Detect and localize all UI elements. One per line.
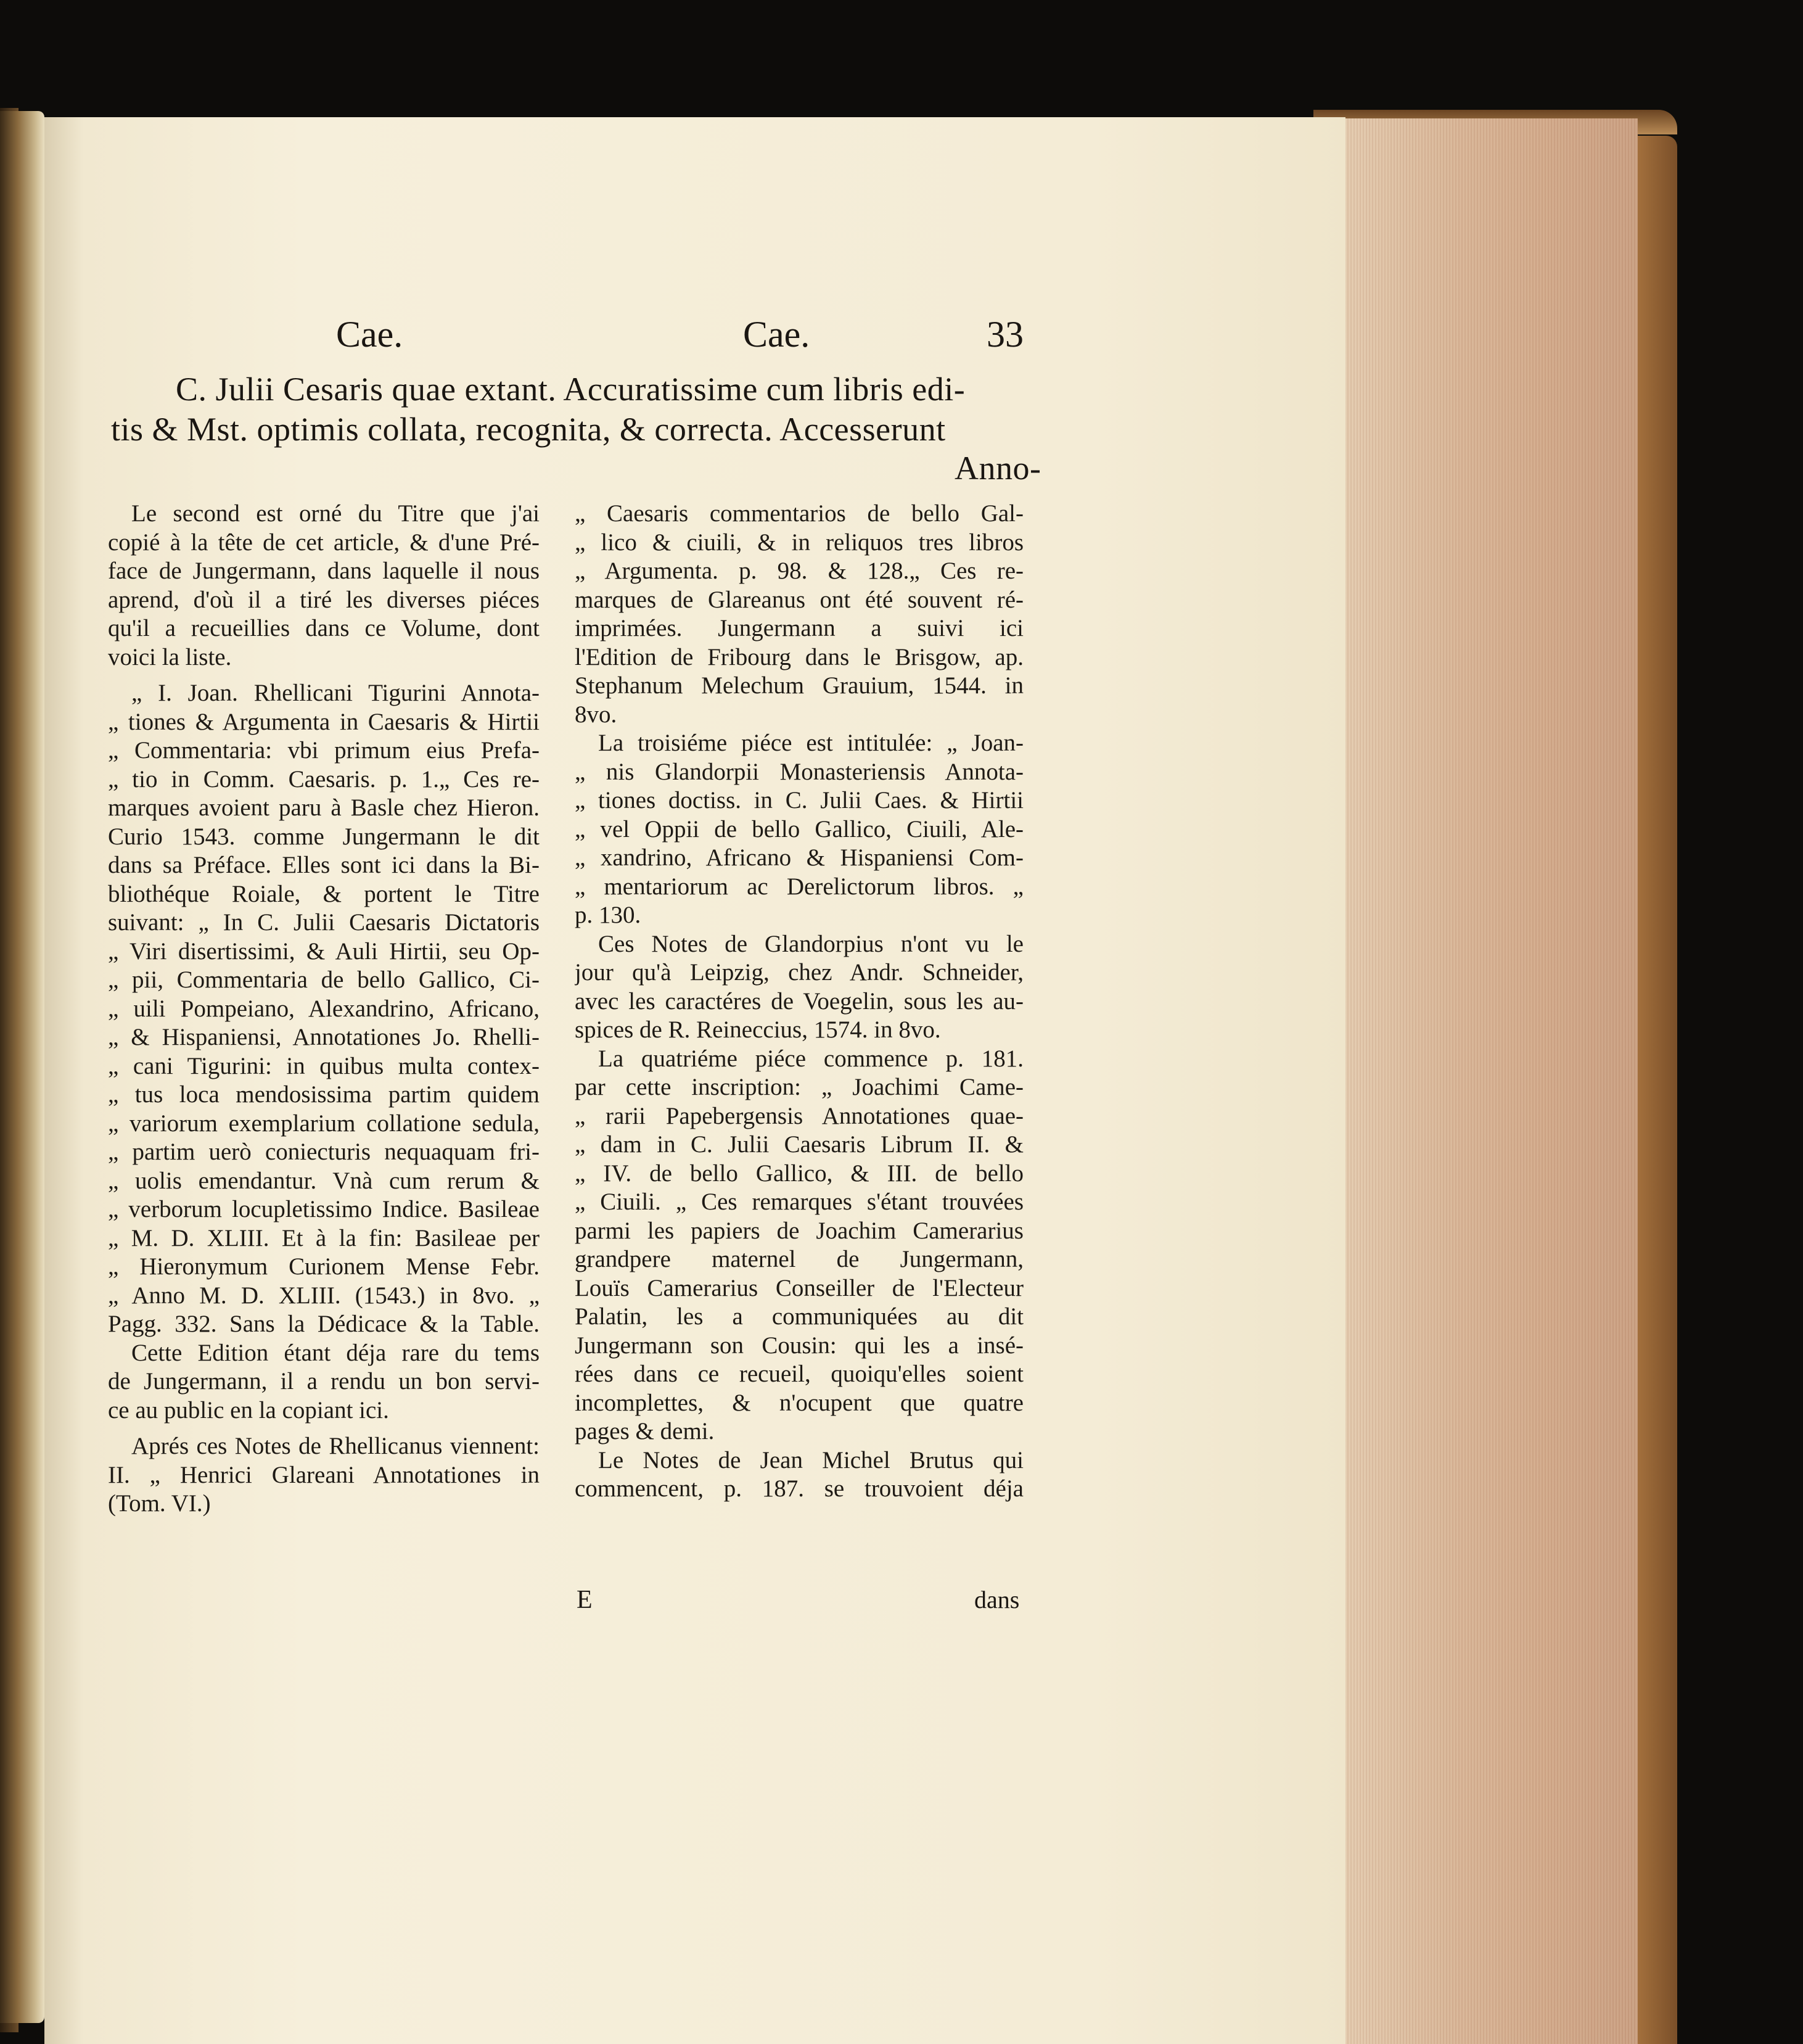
text-line: dans sa Préface. Elles sont ici dans la Bi-: [108, 852, 540, 878]
text-line: pages & demi.: [575, 1418, 715, 1444]
text-line: „ vel Oppii de bello Gallico, Ciuili, Ale-: [575, 815, 1024, 843]
text-line: Ces Notes de Glandorpius n'ont vu le: [598, 930, 1024, 957]
text-line: Curio 1543. comme Jungermann le dit: [108, 823, 540, 850]
text-line: „ lico & ciuili, & in reliquos tres libros: [575, 529, 1024, 556]
text-line: bliothéque Roiale, & portent le Titre: [108, 880, 540, 907]
text-line: „ tiones doctiss. in C. Julii Caes. & Hirtii: [575, 787, 1024, 814]
page-block-edge: [1332, 118, 1638, 2044]
text-line: „ cani Tigurini: in quibus multa contex-: [108, 1052, 540, 1079]
text-line: Le second est orné du Titre que j'ai: [131, 500, 540, 527]
text-line: „ tus loca mendosissima partim quidem: [108, 1081, 540, 1108]
text-line: Stephanum Melechum Grauium, 1544. in: [575, 672, 1024, 699]
text-line: face de Jungermann, dans laquelle il nous: [108, 558, 540, 584]
text-line: „ variorum exemplarium collatione sedula,: [108, 1110, 540, 1137]
volume-signature: (Tom. VI.): [108, 1490, 211, 1517]
text-line: „ M. D. XLIII. Et à la fin: Basileae per: [108, 1224, 540, 1251]
text-line: par cette inscription: „ Joachimi Came-: [575, 1074, 1024, 1100]
text-line: La quatriéme piéce commence p. 181.: [598, 1045, 1024, 1072]
text-line: copié à la tête de cet article, & d'une Pré-: [108, 529, 540, 556]
text-line: qu'il a recueillies dans ce Volume, dont: [108, 615, 540, 641]
text-line: parmi les papiers de Joachim Camerarius: [575, 1217, 1024, 1244]
text-line: „ pii, Commentaria de bello Gallico, Ci-: [108, 966, 540, 993]
text-line: „ I. Joan. Rhellicani Tigurini Annota-: [131, 680, 540, 706]
text-line: de Jungermann, il a rendu un bon servi-: [108, 1368, 540, 1395]
text-line: La troisiéme piéce est intitulée: „ Joan-: [598, 730, 1024, 756]
title-line-3: Anno-: [955, 450, 1041, 487]
text-line: spices de R. Reineccius, 1574. in 8vo.: [575, 1016, 941, 1043]
text-line: „ Commentaria: vbi primum eius Prefa-: [108, 737, 540, 764]
left-column: [108, 500, 540, 1519]
text-line: marques de Glareanus ont été souvent ré-: [575, 586, 1024, 613]
page-number: 33: [987, 314, 1024, 355]
running-head-center: Cae.: [743, 314, 810, 355]
text-line: „ mentariorum ac Derelictorum libros. „: [575, 873, 1024, 900]
text-line: „ xandrino, Africano & Hispaniensi Com-: [575, 844, 1024, 871]
text-line: jour qu'à Leipzig, chez Andr. Schneider,: [575, 959, 1024, 986]
text-line: l'Edition de Fribourg dans le Brisgow, ap.: [575, 643, 1024, 670]
text-line: „ Anno M. D. XLIII. (1543.) in 8vo. „: [108, 1282, 540, 1309]
text-line: „ uili Pompeiano, Alexandrino, Africano,: [108, 995, 540, 1022]
text-line: rées dans ce recueil, quoiqu'elles soient: [575, 1361, 1024, 1387]
text-line: marques avoient paru à Basle chez Hieron.: [108, 794, 540, 821]
text-line: „ partim uerò coniecturis nequaquam fri-: [108, 1139, 540, 1165]
text-line: Jungermann son Cousin: qui les a insé-: [575, 1332, 1024, 1359]
text-line: ce au public en la copiant ici.: [108, 1396, 389, 1424]
text-line: suivant: „ In C. Julii Caesaris Dictatoris: [108, 909, 540, 936]
text-line: avec les caractéres de Voegelin, sous les au-: [575, 987, 1024, 1015]
text-line: Aprés ces Notes de Rhellicanus viennent:: [131, 1433, 540, 1459]
text-line: „ dam in C. Julii Caesaris Librum II. &: [575, 1131, 1024, 1158]
text-line: Palatin, les a communiquées au dit: [575, 1303, 1024, 1330]
text-line: „ Argumenta. p. 98. & 128.„ Ces re-: [575, 558, 1024, 584]
text-line: imprimées. Jungermann a suivi ici: [575, 615, 1024, 641]
running-head-left: Cae.: [336, 314, 403, 355]
text-line: „ Viri disertissimi, & Auli Hirtii, seu Op-: [108, 938, 540, 965]
text-line: Louïs Camerarius Conseiller de l'Electeur: [575, 1274, 1024, 1301]
text-line: aprend, d'où il a tiré les diverses piéces: [108, 586, 540, 613]
gathering-signature: E: [577, 1586, 593, 1614]
catchword: dans: [974, 1586, 1020, 1613]
text-line: „ uolis emendantur. Vnà cum rerum &: [108, 1167, 540, 1194]
text-line: 8vo.: [575, 701, 617, 728]
text-line: „ Hieronymum Curionem Mense Febr.: [108, 1253, 540, 1280]
text-line: incomplettes, & n'ocupent que quatre: [575, 1389, 1024, 1416]
left-page-edge: [0, 111, 44, 2023]
text-line: „ nis Glandorpii Monasteriensis Annota-: [575, 758, 1024, 785]
title-line-2: tis & Mst. optimis collata, recognita, & correcta. Accesserunt: [111, 411, 946, 448]
right-column: [575, 500, 1024, 1504]
text-line: „ IV. de bello Gallico, & III. de bello: [575, 1160, 1024, 1187]
text-line: „ & Hispaniensi, Annotationes Jo. Rhelli-: [108, 1024, 540, 1050]
text-line: voici la liste.: [108, 643, 232, 670]
text-line: Le Notes de Jean Michel Brutus qui: [598, 1446, 1024, 1473]
text-line: „ verborum locupletissimo Indice. Basileae: [108, 1196, 540, 1222]
title-line-1: C. Julii Cesaris quae extant. Accuratissime cum libris edi-: [176, 371, 966, 408]
text-line: „ tio in Comm. Caesaris. p. 1.„ Ces re-: [108, 765, 540, 793]
text-line: Pagg. 332. Sans la Dédicace & la Table.: [108, 1311, 540, 1337]
text-line: „ Caesaris commentarios de bello Gal-: [575, 500, 1024, 527]
text-line: p. 130.: [575, 902, 641, 928]
text-line: II. „ Henrici Glareani Annotationes in: [108, 1461, 540, 1488]
text-line: „ tiones & Argumenta in Caesaris & Hirtii: [108, 708, 540, 735]
text-line: grandpere maternel de Jungermann,: [575, 1246, 1024, 1272]
text-line: „ Ciuili. „ Ces remarques s'étant trouvées: [575, 1189, 1024, 1215]
text-line: „ rarii Papebergensis Annotationes quae-: [575, 1102, 1024, 1129]
text-line: commencent, p. 187. se trouvoient déja: [575, 1475, 1024, 1502]
text-line: Cette Edition étant déja rare du tems: [131, 1339, 540, 1366]
